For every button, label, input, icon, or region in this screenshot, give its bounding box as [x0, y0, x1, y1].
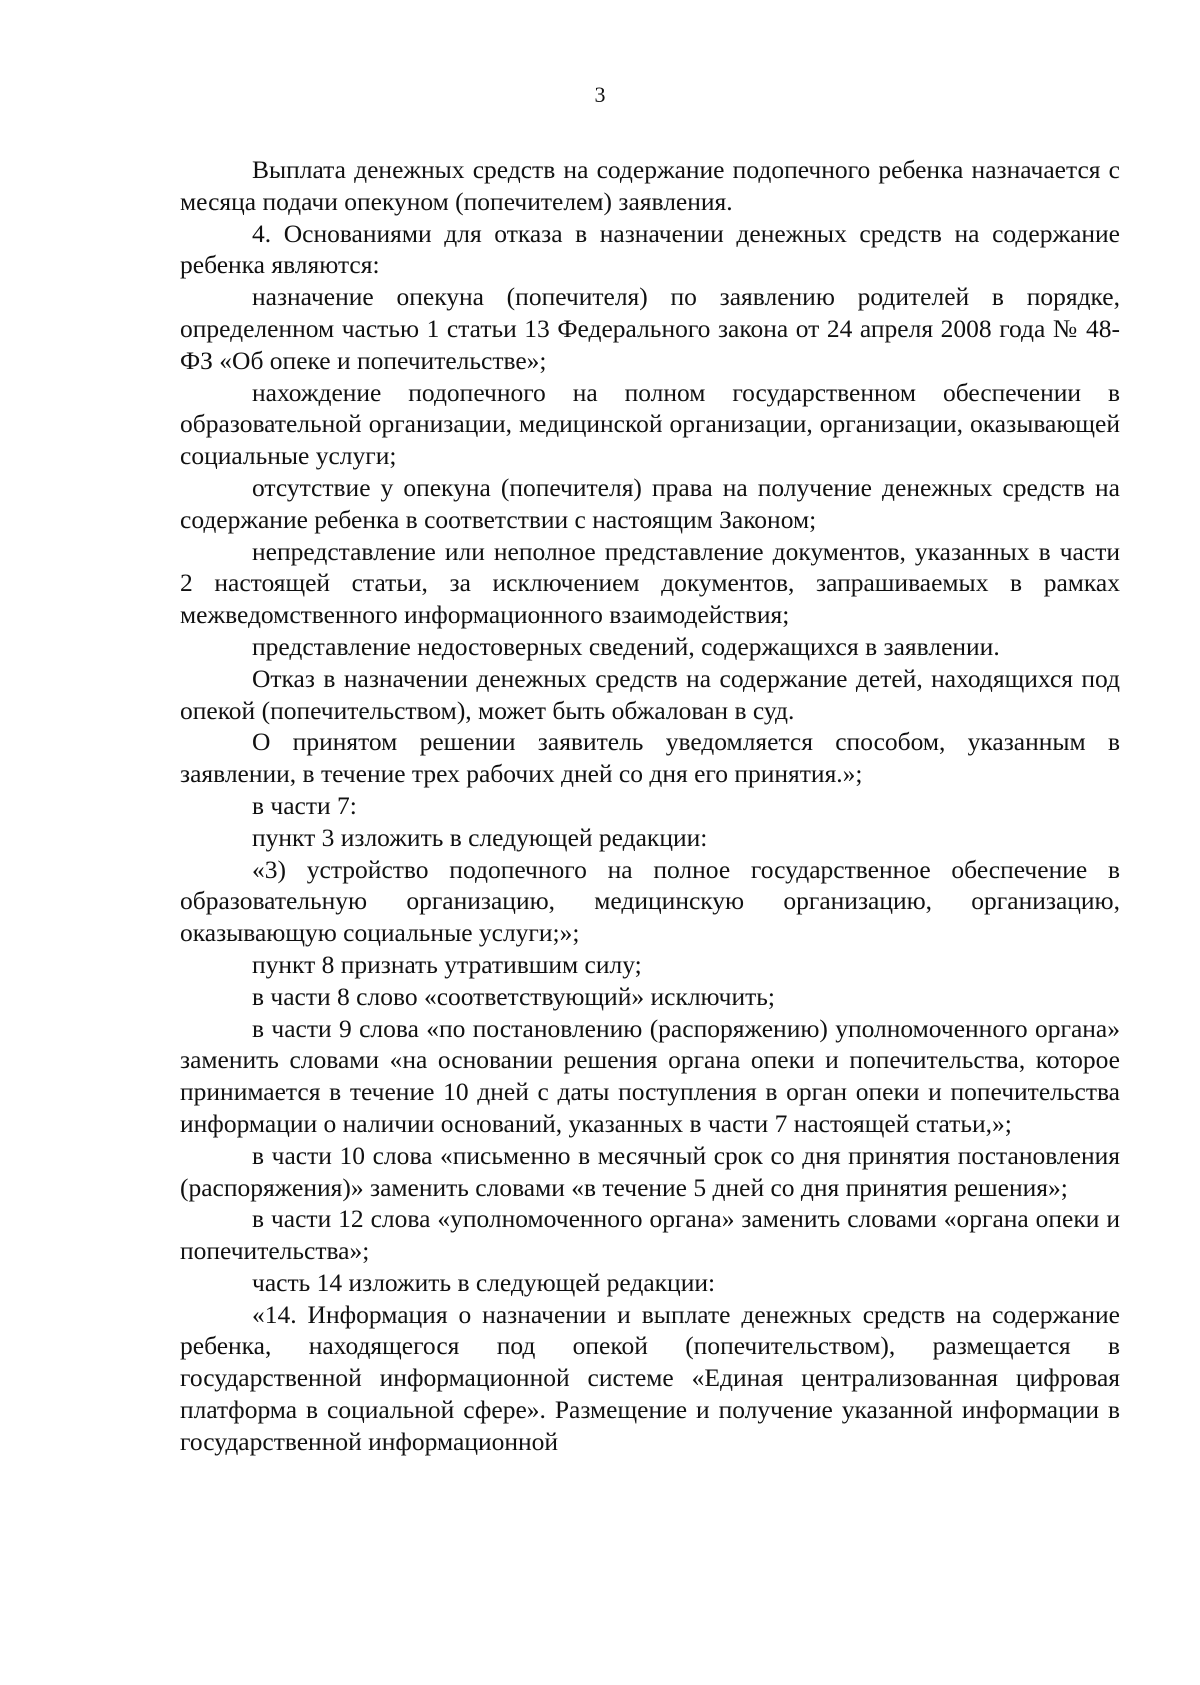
paragraph: в части 9 слова «по постановлению (распоряжению) уполномоченного органа» заменить словами «на основании решения органа опеки и попечительства, которое принимается в течение 10 дней с даты поступления в орган опеки и попечительства информации о наличии оснований, указанных в части 7 настоящей статьи,»;	[180, 1013, 1120, 1138]
paragraph: в части 8 слово «соответствующий» исключить;	[252, 981, 775, 1011]
paragraph: нахождение подопечного на полном государственном обеспечении в образовательной организации, медицинской организации, организации, оказывающей социальные услуги;	[180, 377, 1120, 471]
paragraph: представление недостоверных сведений, содержащихся в заявлении.	[252, 631, 1000, 661]
page-number: 3	[594, 82, 606, 107]
paragraph: пункт 8 признать утратившим силу;	[252, 949, 642, 979]
paragraph: «3) устройство подопечного на полное государственное обеспечение в образовательную организацию, медицинскую организацию, организацию, оказывающую социальные услуги;»;	[180, 854, 1120, 948]
paragraph: Отказ в назначении денежных средств на содержание детей, находящихся под опекой (попечительством), может быть обжалован в суд.	[180, 663, 1120, 725]
paragraph: часть 14 изложить в следующей редакции:	[252, 1267, 716, 1297]
paragraph: непредставление или неполное представление документов, указанных в части 2 настоящей статьи, за исключением документов, запрашиваемых в рамках межведомственного информационного взаимодействия;	[180, 536, 1120, 630]
paragraph: в части 12 слова «уполномоченного органа» заменить словами «органа опеки и попечительства»;	[180, 1204, 1120, 1266]
paragraph: в части 7:	[252, 790, 357, 820]
paragraph: в части 10 слова «письменно в месячный срок со дня принятия постановления (распоряжения)» заменить словами «в течение 5 дней со дня принятия решения»;	[180, 1140, 1120, 1202]
paragraph: О принятом решении заявитель уведомляется способом, указанным в заявлении, в течение трех рабочих дней со дня его принятия.»;	[180, 727, 1120, 789]
paragraph: Выплата денежных средств на содержание подопечного ребенка назначается с месяца подачи опекуном (попечителем) заявления.	[180, 155, 1120, 216]
document-body	[180, 154, 1120, 1458]
paragraph: назначение опекуна (попечителя) по заявлению родителей в порядке, определенном частью 1 статьи 13 Федерального закона от 24 апреля 2008 года № 48-ФЗ «Об опеке и попечительстве»;	[180, 282, 1120, 375]
paragraph: «14. Информация о назначении и выплате денежных средств на содержание ребенка, находящегося под опекой (попечительством), размещается в государственной информационной системе «Единая централизованная цифровая платформа в социальной сфере». Размещение и получение указанной информации в государственной информационной	[180, 1299, 1120, 1456]
paragraph: отсутствие у опекуна (попечителя) права на получение денежных средств на содержание ребенка в соответствии с настоящим Законом;	[180, 472, 1120, 534]
paragraph: пункт 3 изложить в следующей редакции:	[252, 822, 708, 852]
paragraph: 4. Основаниями для отказа в назначении денежных средств на содержание ребенка являются:	[180, 218, 1120, 280]
